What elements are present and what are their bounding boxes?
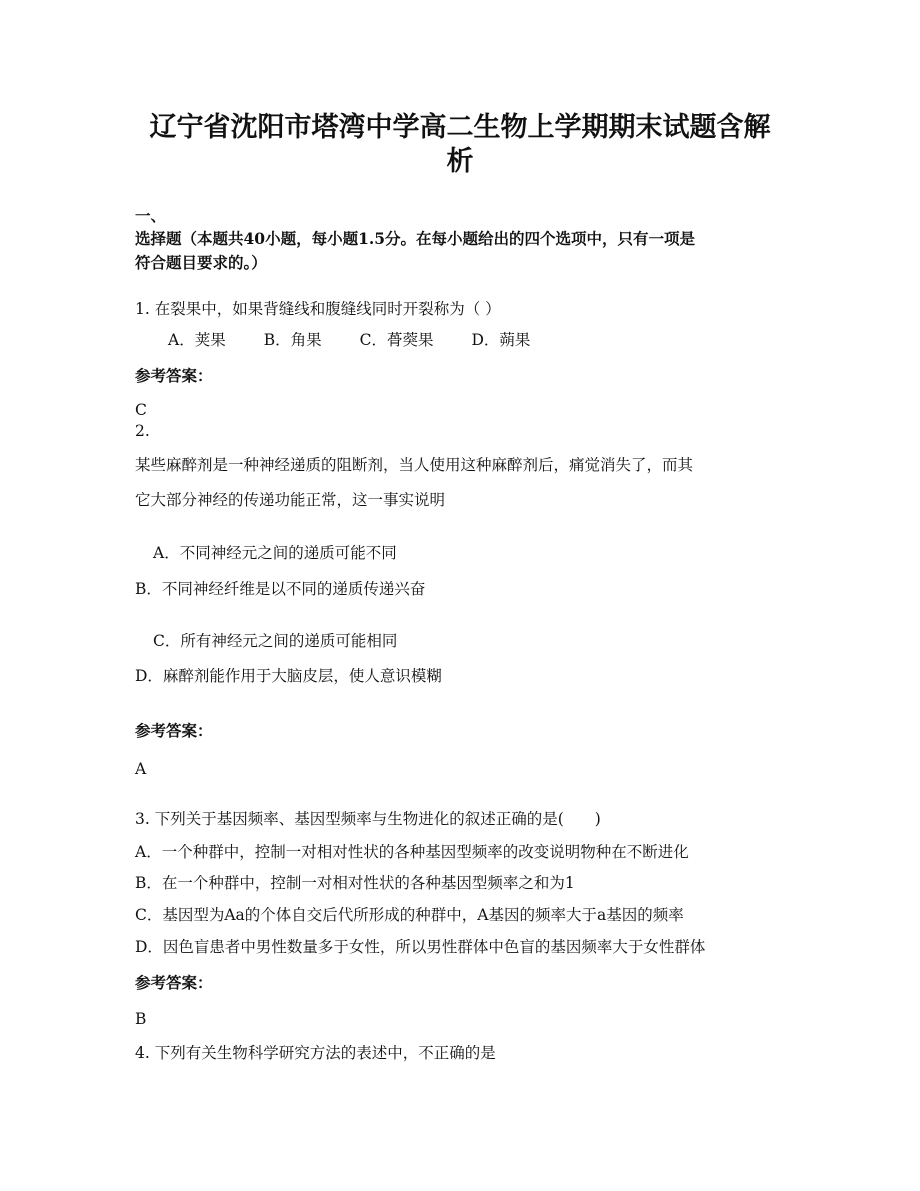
q3-option-c: C．基因型为Aa的个体自交后代所形成的种群中，A基因的频率大于a基因的频率	[135, 906, 684, 924]
q2-option-d: D．麻醉剂能作用于大脑皮层，使人意识模糊	[135, 667, 442, 685]
q2-answer-label: 参考答案：	[135, 721, 213, 740]
q2-option-b: B．不同神经纤维是以不同的递质传递兴奋	[135, 580, 426, 598]
q1-answer: C	[135, 401, 147, 419]
q3-option-a: A．一个种群中，控制一对相对性状的各种基因型频率的改变说明物种在不断进化	[135, 843, 689, 861]
q2-number: 2.	[135, 422, 150, 440]
document-title-line1: 辽宁省沈阳市塔湾中学高二生物上学期期末试题含解	[149, 112, 771, 143]
q3-answer-label: 参考答案：	[135, 973, 213, 992]
q1-answer-label: 参考答案：	[135, 366, 213, 385]
section-number: 一、	[135, 206, 167, 225]
q3-option-d: D．因色盲患者中男性数量多于女性，所以男性群体中色盲的基因频率大于女性群体	[135, 938, 706, 956]
q1-stem: 1. 在裂果中，如果背缝线和腹缝线同时开裂称为（ ）	[135, 300, 501, 318]
q2-option-a: A．不同神经元之间的递质可能不同	[153, 544, 397, 562]
q1-option-c: C．蓇葖果	[359, 331, 434, 349]
q3-answer: B	[135, 1010, 147, 1028]
q1-option-a: A．荚果	[168, 331, 226, 349]
section-instruction-line2: 符合题目要求的。）	[135, 253, 267, 272]
document-title-line2: 析	[446, 146, 474, 177]
q2-stem-line2: 它大部分神经的传递功能正常，这一事实说明	[135, 491, 446, 509]
q3-stem: 3. 下列关于基因频率、基因型频率与生物进化的叙述正确的是( )	[135, 810, 601, 828]
q2-option-c: C．所有神经元之间的递质可能相同	[153, 632, 398, 650]
q4-stem: 4. 下列有关生物科学研究方法的表述中，不正确的是	[135, 1044, 496, 1062]
q2-answer: A	[135, 760, 147, 778]
q3-option-b: B．在一个种群中，控制一对相对性状的各种基因型频率之和为1	[135, 874, 575, 892]
q1-options	[168, 328, 568, 350]
section-instruction-line1: 选择题（本题共40小题，每小题1.5分。在每小题给出的四个选项中，只有一项是	[135, 229, 696, 248]
q1-option-d: D．蒴果	[471, 331, 531, 349]
q2-stem-line1: 某些麻醉剂是一种神经递质的阻断剂，当人使用这种麻醉剂后，痛觉消失了，而其	[135, 456, 694, 474]
q1-option-b: B．角果	[263, 331, 322, 349]
